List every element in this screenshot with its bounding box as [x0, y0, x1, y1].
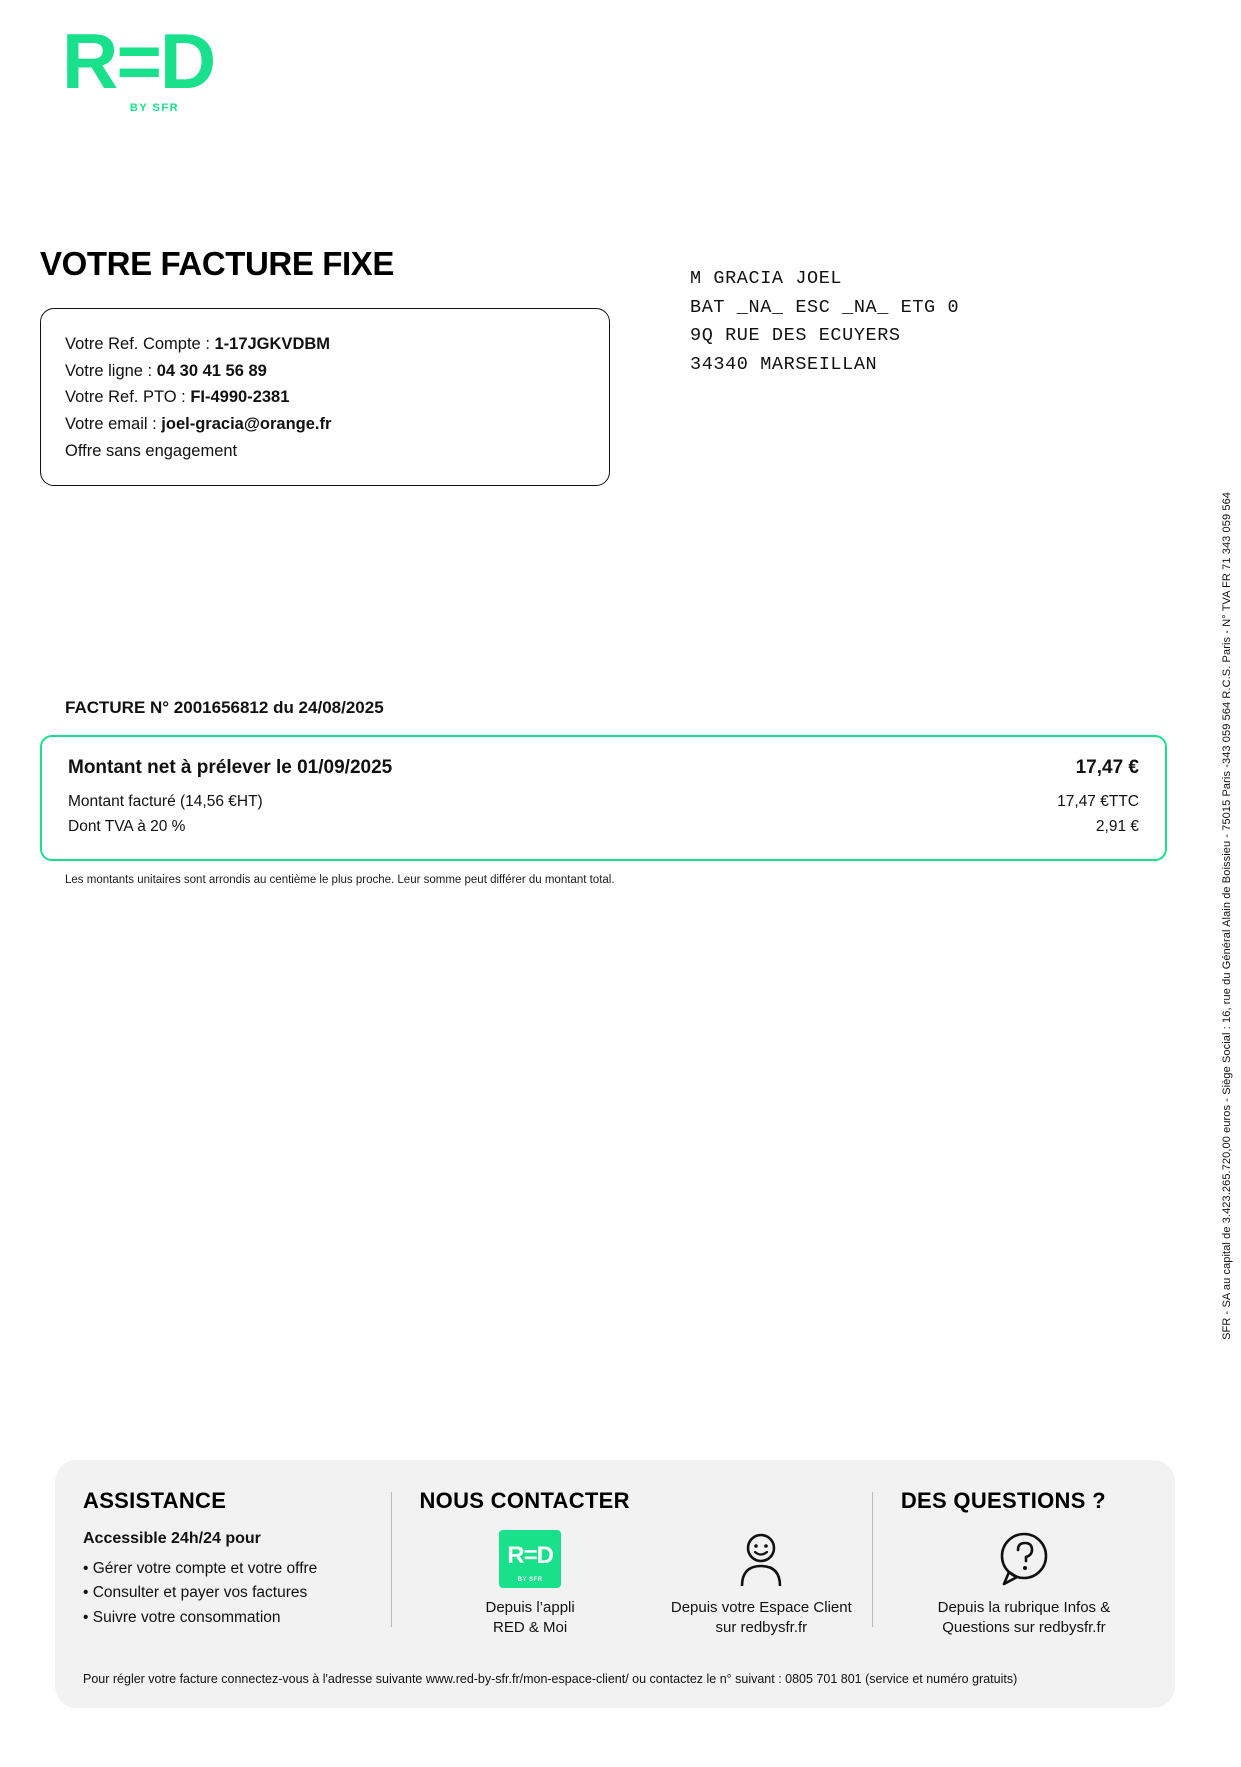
amount-due-label: Montant net à prélever le 01/09/2025	[68, 757, 393, 778]
address-line-2: BAT _NA_ ESC _NA_ ETG 0	[690, 296, 960, 318]
contact-app-line2: RED & Moi	[493, 1619, 568, 1637]
legal-vertical-text: SFR - SA au capital de 3.423.265.720,00 euros - Siège Social : 16, rue du Général Alain de Boissieu - 75015 Paris -343 059 564 R.C.S. Paris - N° TVA FR 71 343 059 564	[1221, 492, 1233, 1340]
email-label: Votre email :	[65, 415, 162, 434]
pto-label: Votre Ref. PTO :	[65, 388, 191, 407]
contact-heading: NOUS CONTACTER	[419, 1488, 630, 1513]
account-ref-label: Votre Ref. Compte :	[65, 335, 215, 353]
questions-column	[873, 1488, 1147, 1639]
questions-line1: Depuis la rubrique Infos &	[937, 1599, 1111, 1616]
amount-due-row	[68, 757, 1139, 779]
assistance-subheading: Accessible 24h/24 pour	[83, 1530, 261, 1547]
contact-option-espace-client[interactable]	[651, 1530, 872, 1639]
offer-line: Offre sans engagement	[65, 441, 238, 460]
panel-footer-note: Pour régler votre facture connectez-vous à l'adresse suivante www.red-by-sfr.fr/mon-espace-client/ ou contactez le n° suivant : 0805 701 801 (service et numéro gratuits)	[83, 1672, 1018, 1686]
assistance-column	[83, 1488, 391, 1639]
assistance-item: • Suivre votre consommation	[83, 1608, 281, 1626]
address-line-4: 34340 MARSEILLAN	[690, 354, 878, 376]
questions-heading: DES QUESTIONS ?	[900, 1488, 1106, 1513]
phone-label: Votre ligne :	[65, 361, 157, 380]
email-value: joel-gracia@orange.fr	[161, 415, 332, 434]
user-account-icon	[730, 1530, 792, 1588]
account-ref-line	[65, 331, 585, 358]
brand-logo	[62, 17, 262, 115]
amount-summary-box	[40, 735, 1167, 861]
rounding-footnote: Les montants unitaires sont arrondis au centième le plus proche. Leur somme peut différer du montant total.	[65, 874, 615, 886]
phone-value: 04 30 41 56 89	[156, 361, 267, 380]
account-reference-box	[40, 308, 610, 486]
contact-espace-line2: sur redbysfr.fr	[715, 1619, 808, 1637]
page-title: VOTRE FACTURE FIXE	[40, 245, 394, 282]
customer-address	[690, 265, 959, 380]
logo-wordmark: R=D	[62, 17, 215, 105]
address-line-1: M GRACIA JOEL	[690, 268, 843, 289]
pto-line	[65, 384, 585, 411]
phone-line	[65, 358, 585, 385]
logo-subtitle: BY SFR	[129, 102, 180, 115]
billed-amount-row	[68, 789, 1139, 814]
billed-amount-value: 17,47 €TTC	[1057, 793, 1139, 810]
vat-row	[68, 814, 1139, 839]
contact-column	[391, 1488, 871, 1639]
email-line	[65, 411, 585, 438]
vat-value: 2,91 €	[1095, 818, 1139, 836]
pto-value: FI-4990-2381	[190, 388, 290, 407]
red-app-icon: R=D BY SFR	[499, 1530, 561, 1588]
contact-espace-line1: Depuis votre Espace Client	[670, 1599, 852, 1616]
assistance-panel	[55, 1460, 1175, 1708]
account-ref-value: 1-17JGKVDBM	[214, 335, 331, 353]
assistance-heading: ASSISTANCE	[83, 1488, 227, 1513]
invoice-number-header: FACTURE N° 2001656812 du 24/08/2025	[65, 698, 384, 717]
assistance-item: • Gérer votre compte et votre offre	[83, 1560, 318, 1577]
contact-option-app[interactable]	[419, 1530, 640, 1639]
address-line-3: 9Q RUE DES ECUYERS	[690, 325, 901, 347]
amount-due-value: 17,47 €	[1075, 757, 1139, 778]
assistance-item: • Consulter et payer vos factures	[83, 1584, 308, 1602]
question-bubble-icon	[993, 1530, 1055, 1588]
billed-amount-label: Montant facturé (14,56 €HT)	[68, 793, 263, 810]
vat-label: Dont TVA à 20 %	[68, 818, 186, 836]
questions-line2: Questions sur redbysfr.fr	[942, 1619, 1106, 1637]
contact-app-line1: Depuis l’appli	[485, 1599, 575, 1616]
